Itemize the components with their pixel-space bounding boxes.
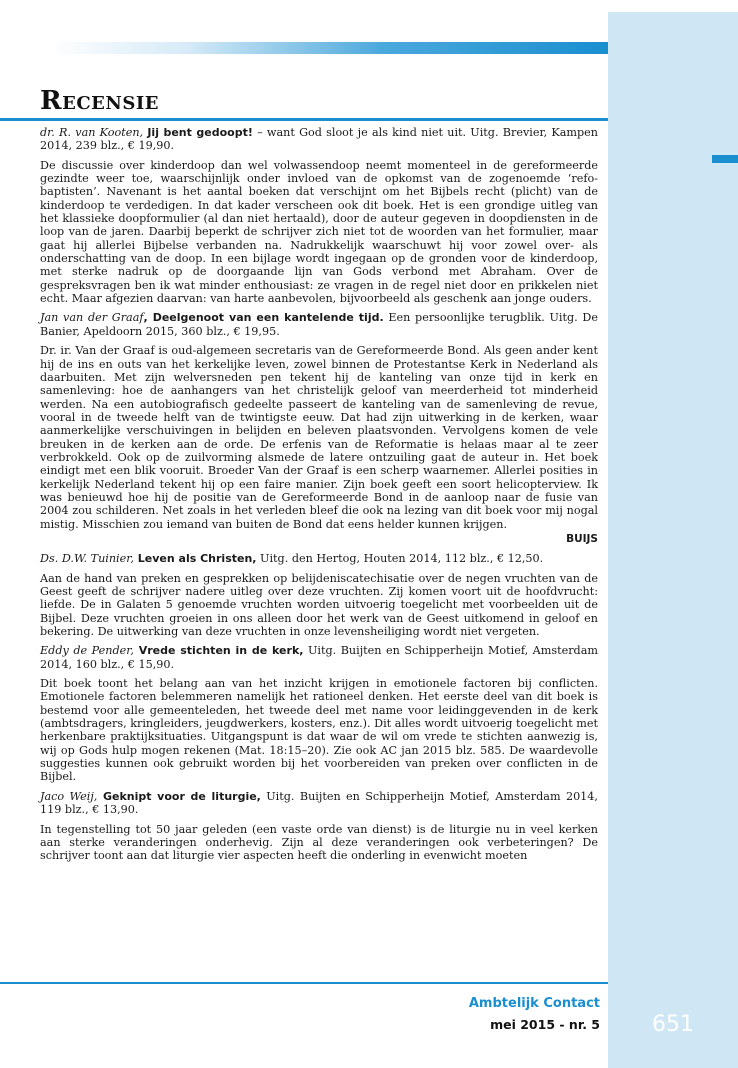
page-number: 651: [652, 1012, 694, 1037]
review-details: – want God sloot je als kind niet uit. Uitg. Brevier, Kampen 2014, 239 blz., € 19,90.: [40, 126, 598, 153]
review-heading: [40, 644, 598, 671]
review-author: Jan van der Graaf: [40, 311, 144, 325]
strip-marker: [712, 155, 738, 163]
review-heading: [40, 126, 598, 153]
issue-label: mei 2015 - nr. 5: [490, 1017, 600, 1032]
title-rule: [0, 118, 608, 121]
review-body: Dr. ir. Van der Graaf is oud-algemeen secretaris van de Gereformeerde Bond. Als geen ander kent hij de ins en outs van het kerkelijke leven, zowel binnen de Protestantse Kerk in Nederland als daarbuiten. Met zijn welversneden pen tekent hij de kanteling van onze tijd in kerk en samenleving: hoe de aanhangers van het christelijk geloof van meerderheid tot minderheid werden. Na een autobiografisch gedeelte passeert de kanteling van de samenleving de revue, vooral in de tweede helft van de twintigste eeuw. Dat had zijn uitwerking in de kerken, waar aanmerkelijke verschuivingen in belijden en beleven plaatsvonden. Vervolgens komen de vele breuken in de kerken aan de orde. De erfenis van de Reformatie is helaas maar al te zeer verbrokkeld. Ook op de zuilvorming alsmede de latere ontzuiling gaat de auteur in. Het boek eindigt met een blik vooruit. Broeder Van der Graaf is een scherp waarnemer. Allerlei posities in kerkelijk Nederland tekent hij op een faire manier. Zijn boek geeft een soort helicopterview. Ik was benieuwd hoe hij de positie van de Gereformeerde Bond in de aanloop naar de fusie van 2004 zou schilderen. Net zoals in het verleden bleef die ook na lezing van dit boek voor mij nogal mistig. Misschien zou iemand van buiten de Bond dat eens helder kunnen krijgen.: [40, 344, 598, 531]
journal-name: Ambtelijk Contact: [468, 996, 600, 1011]
review-book-title: Vrede stichten in de kerk,: [133, 644, 304, 658]
page-title: Recensie: [40, 86, 159, 116]
review-details: Uitg. Buijten en Schipperheijn Motief, Amsterdam 2014, 160 blz., € 15,90.: [40, 644, 598, 671]
review-body: De discussie over kinderdoop dan wel volwassendoop neemt momenteel in de gereformeerde gezindte weer toe, waarschijnlijk onder invloed van de opkomst van de zogenoemde ‘refo-baptisten’. Navenant is het aantal boeken dat verschijnt om het Bijbels recht (plicht) van de kinderdoop te verdedigen. In dat kader verscheen ook dit boek. Het is een grondige uitleg van het klassieke doopformulier (al dan niet hertaald), door de auteur gegeven in doopdiensten in de loop van de jaren. Daarbij beperkt de schrijver zich niet tot de woorden van het formulier, maar gaat hij allerlei Bijbelse verbanden na. Nadrukkelijk waarschuwt hij voor zowel over- als onderschatting van de doop. In een bijlage wordt ingegaan op de gronden voor de kinderdoop, met sterke nadruk op de doorgaande lijn van Gods verbond met Abraham. Over de gespreksvragen ben ik wat minder enthousiast: ze vragen in de regel niet door en prikkelen niet echt. Maar afgezien daarvan: van harte aanbevolen, bijvoorbeeld als geschenk aan jonge ouders.: [40, 158, 598, 306]
review-heading: [40, 552, 598, 565]
review-author: Jaco Weij,: [40, 789, 98, 803]
review-body: Aan de hand van preken en gesprekken op belijdeniscatechisatie over de negen vruchten van de Geest geeft de schrijver nadere uitleg over deze vruchten. Zij komen voort uit de hoofdvrucht: liefde. De in Galaten 5 genoemde vruchten worden uitvoerig toegelicht met voorbeelden uit de Bijbel. Deze vruchten groeien in ons alleen door het werk van de Geest uitkomend in geloof en bekering. De uitwerking van deze vruchten in onze levensheiliging wordt niet vergeten.: [40, 571, 598, 639]
review-body: In tegenstelling tot 50 jaar geleden (een vaste orde van dienst) is de liturgie nu in veel kerken aan sterke veranderingen onderhevig. Zijn al deze veranderingen ook verbeteringen? De schrijver toont aan dat liturgie vier aspecten heeft die onderling in evenwicht moeten: [40, 822, 598, 863]
review-book-title: Leven als Christen,: [133, 552, 257, 566]
review-author: Ds. D.W. Tuinier,: [40, 552, 134, 566]
review-author: Eddy de Pender,: [40, 644, 134, 658]
review-author: dr. R. van Kooten,: [40, 126, 144, 139]
review-signature: BUIJS: [566, 532, 598, 545]
review-details: Uitg. den Hertog, Houten 2014, 112 blz., € 12,50.: [256, 552, 544, 566]
article-body: [40, 126, 598, 869]
review-body: Dit boek toont het belang aan van het inzicht krijgen in emotionele factoren bij conflicten. Emotionele factoren belemmeren namelijk het rationeel denken. Het eerste deel van dit boek is bestemd voor alle gemeenteleden, het tweede deel met name voor leidinggevenden in de kerk (ambtsdragers, kringleiders, jeugdwerkers, kosters, enz.). Dit alles wordt uitvoerig toegelicht met herkenbare praktijksituaties. Uitgangspunt is dat waar de wil om vrede te stichten aanwezig is, wij op Gods hulp mogen rekenen (Mat. 18:15–20). Zie ook AC jan 2015 blz. 585. De waardevolle suggesties kunnen ook gebruikt worden bij het voorbereiden van preken over conflicten in de Bijbel.: [40, 677, 598, 784]
review-book-title: Jij bent gedoopt!: [147, 126, 253, 139]
footer-rule: [0, 982, 608, 984]
header-gradient-bar: [48, 42, 608, 54]
side-strip: [608, 12, 738, 1068]
review-details: Uitg. Buijten en Schipperheijn Motief, Amsterdam 2014, 119 blz., € 13,90.: [40, 789, 598, 817]
review-heading: [40, 311, 598, 338]
review-heading: [40, 790, 598, 817]
review-book-title: Geknipt voor de liturgie,: [97, 789, 261, 803]
review-book-title: , Deelgenoot van een kantelende tijd.: [143, 311, 384, 325]
review-details: Een persoonlijke terugblik. Uitg. De Banier, Apeldoorn 2015, 360 blz., € 19,95.: [40, 311, 598, 338]
